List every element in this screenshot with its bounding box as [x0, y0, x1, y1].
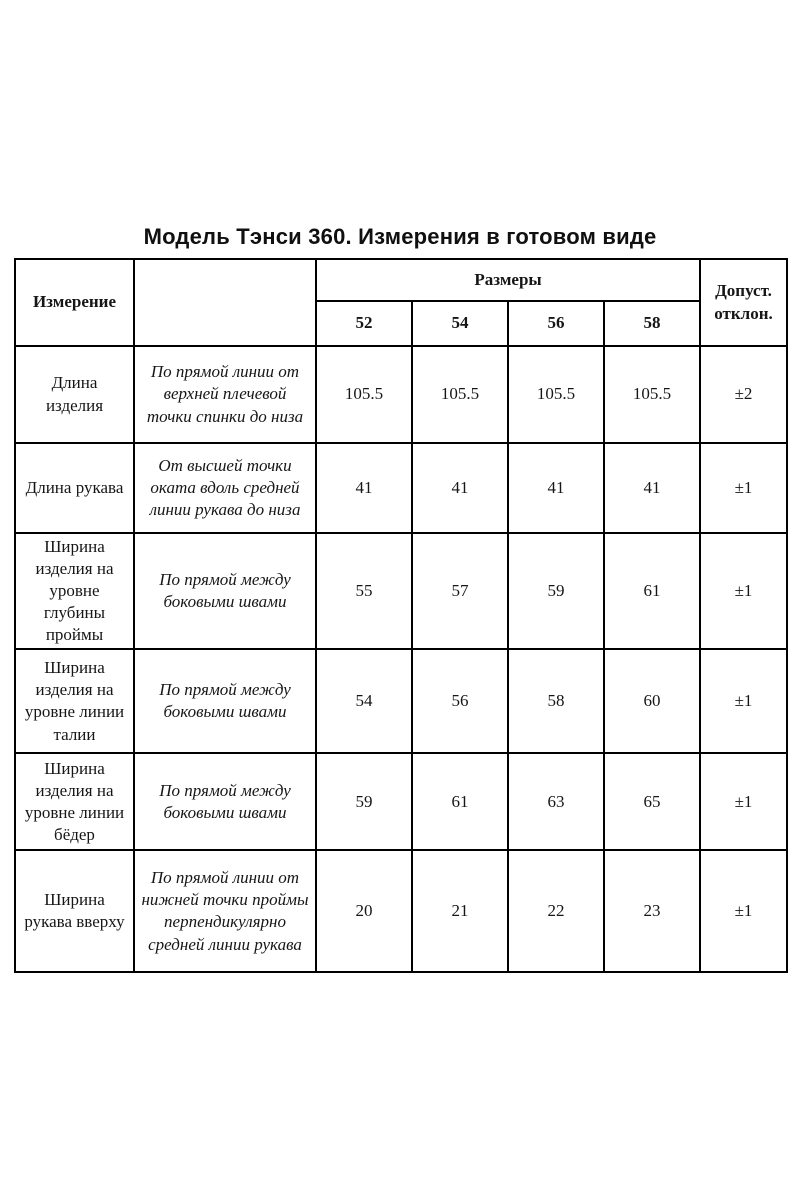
row-value-size-58: 61	[604, 533, 700, 649]
row-value-size-56: 58	[508, 649, 604, 753]
row-value-size-54: 105.5	[412, 346, 508, 443]
row-value-size-56: 59	[508, 533, 604, 649]
table-row	[15, 443, 787, 533]
row-measurement-name: Ширина изделия на уровне линии бёдер	[15, 753, 134, 850]
table-row	[15, 346, 787, 443]
row-tolerance: ±2	[700, 346, 787, 443]
measurements-table	[14, 258, 788, 973]
row-value-size-54: 56	[412, 649, 508, 753]
row-value-size-56: 22	[508, 850, 604, 972]
row-measurement-name: Ширина рукава вверху	[15, 850, 134, 972]
row-value-size-58: 60	[604, 649, 700, 753]
page-title: Модель Тэнси 360. Измерения в готовом виде	[143, 224, 657, 249]
header-size-56: 56	[508, 301, 604, 346]
row-tolerance: ±1	[700, 850, 787, 972]
row-value-size-58: 41	[604, 443, 700, 533]
header-size-58: 58	[604, 301, 700, 346]
row-value-size-54: 61	[412, 753, 508, 850]
row-tolerance: ±1	[700, 443, 787, 533]
header-description-empty	[134, 259, 316, 346]
header-size-52: 52	[316, 301, 412, 346]
row-tolerance: ±1	[700, 753, 787, 850]
row-measurement-description: По прямой между боковыми швами	[134, 649, 316, 753]
header-size-54: 54	[412, 301, 508, 346]
row-measurement-name: Длина рукава	[15, 443, 134, 533]
row-measurement-description: По прямой между боковыми швами	[134, 753, 316, 850]
row-value-size-58: 65	[604, 753, 700, 850]
table-row	[15, 753, 787, 850]
row-measurement-description: По прямой линии от верхней плечевой точки спинки до низа	[134, 346, 316, 443]
row-measurement-name: Длина изделия	[15, 346, 134, 443]
table-row	[15, 850, 787, 972]
row-value-size-56: 41	[508, 443, 604, 533]
row-value-size-52: 20	[316, 850, 412, 972]
header-tolerance: Допуст. отклон.	[700, 259, 787, 346]
row-measurement-description: От высшей точки оката вдоль средней линии рукава до низа	[134, 443, 316, 533]
row-tolerance: ±1	[700, 649, 787, 753]
row-value-size-52: 55	[316, 533, 412, 649]
row-value-size-54: 41	[412, 443, 508, 533]
row-value-size-56: 63	[508, 753, 604, 850]
table-row	[15, 649, 787, 753]
row-measurement-description: По прямой между боковыми швами	[134, 533, 316, 649]
row-value-size-58: 105.5	[604, 346, 700, 443]
header-sizes-group: Размеры	[316, 259, 700, 301]
header-measurement: Измерение	[15, 259, 134, 346]
row-value-size-52: 41	[316, 443, 412, 533]
row-measurement-name: Ширина изделия на уровне глубины проймы	[15, 533, 134, 649]
header-row-group	[15, 259, 787, 301]
row-value-size-58: 23	[604, 850, 700, 972]
row-value-size-54: 57	[412, 533, 508, 649]
row-value-size-54: 21	[412, 850, 508, 972]
row-tolerance: ±1	[700, 533, 787, 649]
row-measurement-description: По прямой линии от нижней точки проймы перпендикулярно средней линии рукава	[134, 850, 316, 972]
row-measurement-name: Ширина изделия на уровне линии талии	[15, 649, 134, 753]
row-value-size-52: 105.5	[316, 346, 412, 443]
row-value-size-52: 59	[316, 753, 412, 850]
table-row	[15, 533, 787, 649]
row-value-size-56: 105.5	[508, 346, 604, 443]
row-value-size-52: 54	[316, 649, 412, 753]
